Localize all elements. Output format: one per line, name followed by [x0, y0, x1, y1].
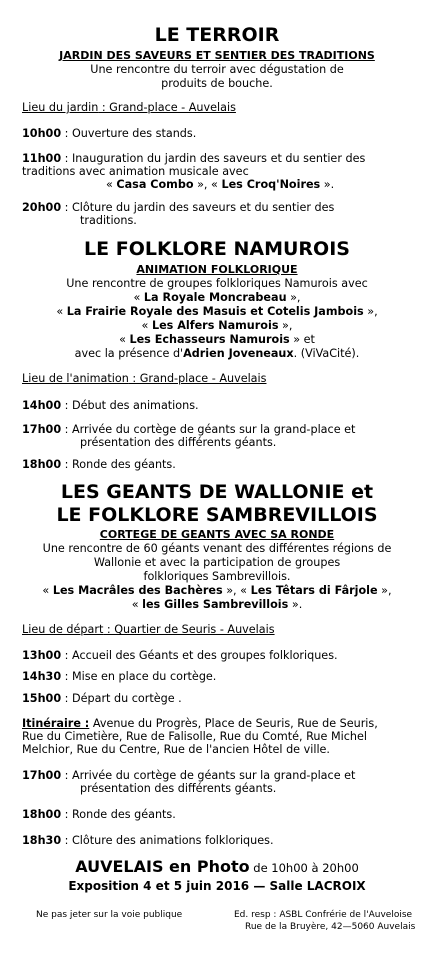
time-label: 14h00 [22, 399, 62, 412]
time-label: 18h30 [22, 834, 62, 847]
lieu-value: : Quartier de Seuris - Auvelais [103, 623, 275, 636]
group-name: Les Têtars di Fârjole [250, 584, 378, 597]
time-label: 11h00 [22, 152, 62, 165]
terroir-lieu-label: Lieu du jardin [22, 101, 99, 114]
folklore-group-3 [0, 319, 434, 332]
geants-subtitle: CORTEGE DE GEANTS AVEC SA RONDE [99, 528, 335, 541]
group-name: Les Macrâles des Bachères [52, 584, 223, 597]
terroir-subtitle: JARDIN DES SAVEURS ET SENTIER DES TRADITIONS [59, 49, 375, 62]
item-text: : Ouverture des stands. [61, 127, 197, 140]
terroir-item-2-line3 [106, 178, 334, 191]
geants-title-2: LE FOLKLORE SAMBREVILLOIS [56, 504, 378, 526]
terroir-title: LE TERROIR [154, 24, 280, 46]
group-name: les Gilles Sambrevillois [142, 598, 289, 611]
itineraire-line-1 [22, 717, 378, 730]
itineraire-text: Avenue du Progrès, Place de Seuris, Rue de Seuris, [89, 717, 378, 730]
item-text: : Début des animations. [61, 399, 199, 412]
quote: ». [288, 598, 303, 611]
group-name: Casa Combo [116, 178, 194, 191]
quote: », [363, 305, 378, 318]
footer-right-2: Rue de la Bruyère, 42—5060 Auvelais [245, 922, 416, 932]
person-name: Adrien Joveneaux [183, 347, 294, 360]
time-label: 17h00 [22, 423, 62, 436]
lieu-label: Lieu de départ [22, 623, 104, 636]
quote: « [119, 333, 130, 346]
terroir-item-2 [22, 152, 365, 165]
quote: « [42, 584, 53, 597]
quote: « [131, 598, 143, 611]
terroir-lieu-value: : Grand-place - Auvelais [98, 101, 236, 114]
photo-title-line [0, 857, 434, 876]
group-name: Les Alfers Namurois [151, 319, 279, 332]
presence-text: avec la présence d' [74, 347, 184, 360]
geants-item-4-line2: présentation des différents géants. [80, 782, 277, 795]
geants-item-5 [22, 808, 176, 821]
folklore-group-2 [0, 305, 434, 318]
folklore-item-2-line2: présentation des différents géants. [80, 436, 277, 449]
quote: ». [320, 178, 335, 191]
folklore-subtitle: ANIMATION FOLKLORIQUE [136, 263, 298, 276]
time-label: 20h00 [22, 201, 62, 214]
group-name: Les Croq'Noires [221, 178, 321, 191]
quote: », [286, 291, 301, 304]
itineraire-label: Itinéraire : [22, 717, 90, 730]
photo-hours: de 10h00 à 20h00 [249, 861, 359, 875]
group-name: La Royale Moncrabeau [143, 291, 287, 304]
folklore-item-1 [22, 399, 199, 412]
quote: « [56, 305, 67, 318]
quote: », « [222, 584, 251, 597]
photo-expo: Exposition 4 et 5 juin 2016 — Salle LACROIX [68, 879, 366, 893]
time-label: 18h00 [22, 458, 62, 471]
terroir-item-1 [22, 127, 196, 140]
geants-intro-3: folkloriques Sambrevillois. [143, 570, 291, 583]
quote: », [278, 319, 293, 332]
geants-groups-1 [0, 584, 434, 597]
group-name: La Frairie Royale des Masuis et Cotelis Jambois [66, 305, 364, 318]
item-text: : Clôture du jardin des saveurs et du sentier des [61, 201, 335, 214]
geants-groups-2 [0, 598, 434, 611]
time-label: 10h00 [22, 127, 62, 140]
quote: », [377, 584, 392, 597]
geants-item-6 [22, 834, 274, 847]
geants-lieu [22, 623, 275, 636]
item-text: : Clôture des animations folkloriques. [61, 834, 274, 847]
lieu-value: : Grand-place - Auvelais [128, 372, 267, 385]
geants-item-4 [22, 769, 355, 782]
quote: » et [289, 333, 315, 346]
folklore-item-2 [22, 423, 355, 436]
item-text: : Départ du cortège . [61, 692, 182, 705]
folklore-presence [0, 347, 434, 360]
item-text: : Accueil des Géants et des groupes folkloriques. [61, 649, 338, 662]
time-label: 13h00 [22, 649, 62, 662]
geants-title-1: LES GEANTS DE WALLONIE et [60, 481, 374, 503]
footer-right-1: Ed. resp : ASBL Confrérie de l'Auveloise [234, 910, 413, 920]
quote: « [133, 291, 144, 304]
itineraire-line-3: Melchior, Rue du Centre, Rue de l'ancien Hôtel de ville. [22, 743, 330, 756]
folklore-group-1 [0, 291, 434, 304]
item-text: : Arrivée du cortège de géants sur la grand-place et [61, 423, 356, 436]
folklore-title: LE FOLKLORE NAMUROIS [84, 238, 350, 260]
geants-item-3 [22, 692, 182, 705]
geants-intro-1: Une rencontre de 60 géants venant des différentes régions de [42, 542, 392, 555]
presence-text: . (ViVaCité). [293, 347, 360, 360]
group-name: Les Echasseurs Namurois [129, 333, 290, 346]
geants-item-1 [22, 649, 338, 662]
time-label: 14h30 [22, 670, 62, 683]
item-text: : Ronde des géants. [61, 808, 176, 821]
terroir-item-3-line2: traditions. [80, 214, 137, 227]
item-text: : Ronde des géants. [61, 458, 176, 471]
time-label: 15h00 [22, 692, 62, 705]
terroir-intro-1: Une rencontre du terroir avec dégustation de [90, 63, 344, 76]
terroir-lieu [22, 101, 236, 114]
terroir-item-2-line2: traditions avec animation musicale avec [22, 165, 249, 178]
terroir-intro-2: produits de bouche. [161, 77, 273, 90]
footer-left: Ne pas jeter sur la voie publique [36, 910, 183, 920]
quote: », « [193, 178, 222, 191]
time-label: 17h00 [22, 769, 62, 782]
folklore-item-3 [22, 458, 176, 471]
item-text: : Mise en place du cortège. [61, 670, 217, 683]
quote: « [141, 319, 152, 332]
itineraire-line-2: Rue du Cimetière, Rue de Falisolle, Rue du Comté, Rue Michel [22, 730, 367, 743]
quote: « [106, 178, 117, 191]
folklore-group-4 [0, 333, 434, 346]
item-text: : Arrivée du cortège de géants sur la grand-place et [61, 769, 356, 782]
geants-intro-2: Wallonie et avec la participation de groupes [93, 556, 341, 569]
geants-item-2 [22, 670, 216, 683]
time-label: 18h00 [22, 808, 62, 821]
folklore-intro: Une rencontre de groupes folkloriques Namurois avec [66, 277, 368, 290]
folklore-lieu [22, 372, 266, 385]
lieu-label: Lieu de l'animation [22, 372, 129, 385]
photo-title: AUVELAIS en Photo [75, 857, 250, 876]
item-text: : Inauguration du jardin des saveurs et du sentier des [61, 152, 366, 165]
terroir-item-3 [22, 201, 334, 214]
